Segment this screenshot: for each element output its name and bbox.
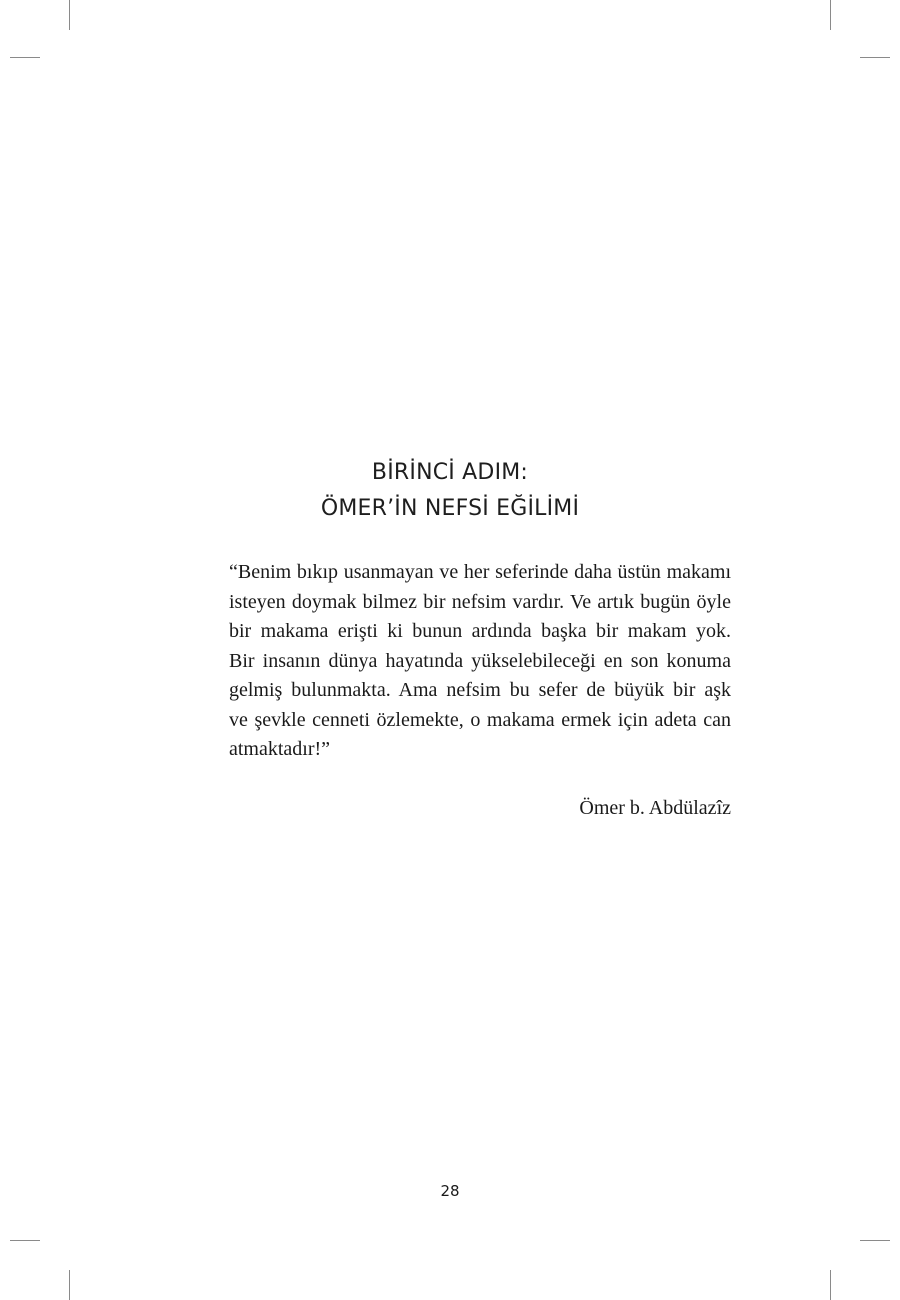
quote-line: gelmiş bulunmakta. Ama nefsim bu sefer de büyük bir aşk — [229, 679, 731, 701]
chapter-title-line-1: BİRİNCİ ADIM: — [371, 460, 529, 485]
quote-line: bir makama erişti ki bunun ardında başka bir makam yok. — [229, 620, 731, 642]
crop-mark-top-left-horizontal — [10, 57, 40, 58]
epigraph-quote — [229, 558, 731, 765]
quote-attribution: Ömer b. Abdülazîz — [579, 797, 731, 819]
chapter-title — [0, 455, 900, 527]
chapter-title-line-2: ÖMER’İN NEFSİ EĞİLİMİ — [320, 496, 580, 521]
crop-mark-top-right-horizontal — [860, 57, 890, 58]
page-number: 28 — [440, 1182, 460, 1200]
crop-mark-bottom-right-horizontal — [860, 1240, 890, 1241]
crop-mark-bottom-left-horizontal — [10, 1240, 40, 1241]
quote-line: isteyen doymak bilmez bir nefsim vardır. Ve artık bugün öyle — [229, 590, 731, 613]
quote-line: Bir insanın dünya hayatında yükselebileceği en son konuma — [229, 649, 731, 672]
quote-line: atmaktadır!” — [229, 738, 331, 760]
crop-mark-top-right-vertical — [830, 0, 831, 30]
crop-mark-top-left-vertical — [69, 0, 70, 30]
crop-mark-bottom-right-vertical — [830, 1270, 831, 1300]
quote-line: ve şevkle cenneti özlemekte, o makama ermek için adeta can — [229, 708, 731, 731]
quote-line: “Benim bıkıp usanmayan ve her seferinde daha üstün makamı — [229, 561, 731, 583]
crop-mark-bottom-left-vertical — [69, 1270, 70, 1300]
